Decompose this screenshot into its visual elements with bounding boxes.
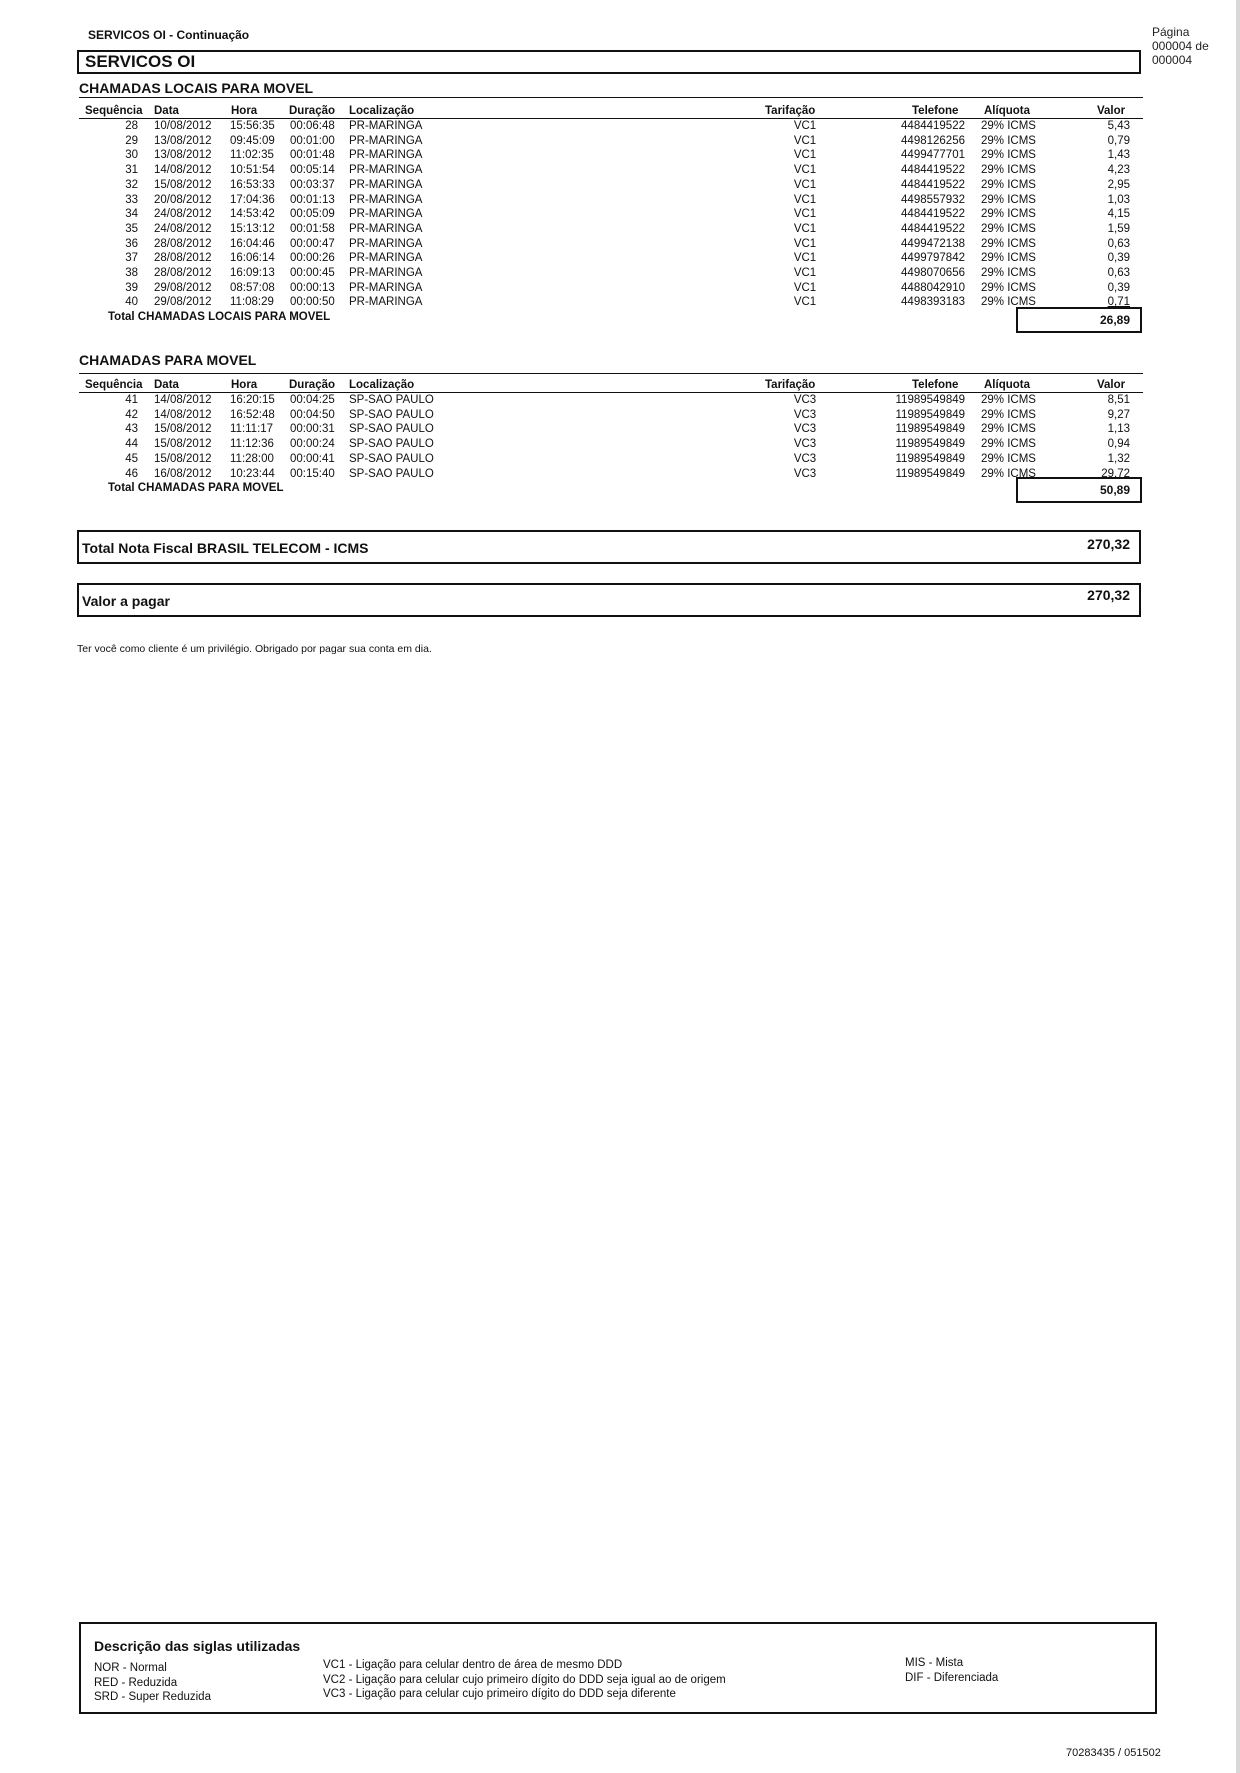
cell-telefone: 4484419522 [901,164,965,177]
cell-hora: 09:45:09 [230,134,275,147]
cell-hora: 14:53:42 [230,208,275,221]
table-row [0,222,1240,237]
col-seq: Sequência [85,379,143,391]
section-title-local: CHAMADAS LOCAIS PARA MOVEL [79,80,314,96]
cell-aliquota: 29% ICMS [981,267,1036,279]
cell-data: 13/08/2012 [154,134,212,147]
legend-title: Descrição das siglas utilizadas [94,1638,301,1654]
col-localizacao: Localização [349,379,415,391]
valor-pagar-box [77,583,1141,617]
table-row [0,148,1240,163]
legend-item: NOR - Normal [94,1662,167,1674]
cell-telefone: 4484419522 [901,208,965,221]
table-row [0,437,1240,452]
cell-duracao: 00:00:31 [290,423,335,436]
cell-tarifacao: VC1 [793,193,817,206]
cell-aliquota: 29% ICMS [981,237,1036,250]
cell-seq: 45 [125,452,138,465]
cell-aliquota: 29% ICMS [981,252,1036,265]
cell-telefone: 4498070656 [901,267,965,279]
col-data: Data [154,105,179,117]
cell-tarifacao: VC3 [793,394,817,406]
cell-telefone: 4499472138 [901,237,965,250]
cell-valor: 0,94 [1107,438,1130,451]
cell-aliquota: 29% ICMS [981,452,1036,465]
cell-data: 28/08/2012 [154,237,212,250]
cell-localizacao: SP-SAO PAULO [349,467,434,480]
table-header-movel [0,379,1240,393]
legend-column-rates [94,1661,211,1705]
cell-telefone: 4484419522 [901,222,965,235]
cell-hora: 08:57:08 [230,281,275,294]
cell-seq: 34 [125,208,138,221]
cell-hora: 16:09:13 [230,267,275,279]
page-current: 000004 [1152,39,1193,53]
cell-hora: 16:20:15 [230,394,275,406]
total-value-local: 26,89 [1016,307,1142,333]
cell-seq: 37 [125,252,138,265]
cell-aliquota: 29% ICMS [981,134,1036,147]
cell-localizacao: PR-MARINGA [349,164,423,177]
col-valor: Valor [1097,379,1126,391]
table-row [0,266,1240,281]
legend-item: SRD - Super Reduzida [94,1691,211,1703]
cell-data: 24/08/2012 [154,222,212,235]
cell-localizacao: PR-MARINGA [349,222,423,235]
continuation-heading: SERVICOS OI - Continuação [88,28,250,42]
cell-data: 16/08/2012 [154,467,212,480]
cell-localizacao: PR-MARINGA [349,149,423,162]
page-of: de [1195,39,1209,53]
cell-valor: 9,27 [1107,408,1130,421]
cell-telefone: 11989549849 [895,408,965,421]
cell-valor: 8,51 [1107,394,1130,406]
cell-valor: 1,13 [1107,423,1130,436]
page-label: Página [1152,25,1190,39]
legend-item: VC2 - Ligação para celular cujo primeiro dígito do DDD seja igual ao de origem [323,1673,726,1686]
cell-duracao: 00:04:50 [290,408,335,421]
cell-data: 29/08/2012 [154,281,212,294]
page-total: 000004 [1152,53,1193,67]
table-body-movel [0,393,1240,481]
cell-valor: 0,63 [1107,237,1130,250]
cell-tarifacao: VC1 [793,296,817,309]
cell-duracao: 00:05:14 [290,164,335,177]
cell-localizacao: PR-MARINGA [349,178,423,191]
cell-hora: 11:11:17 [230,423,274,436]
cell-aliquota: 29% ICMS [981,423,1036,436]
cell-hora: 11:12:36 [230,438,274,451]
legend-column-tariffs [323,1658,726,1702]
cell-localizacao: PR-MARINGA [349,120,423,132]
table-row [0,178,1240,193]
cell-duracao: 00:04:25 [290,394,335,406]
cell-localizacao: SP-SAO PAULO [349,423,434,436]
cell-valor: 4,23 [1107,164,1130,177]
col-duracao: Duração [289,379,336,391]
cell-valor: 1,59 [1107,222,1130,235]
cell-duracao: 00:00:13 [290,281,335,294]
scan-edge [1236,0,1240,1773]
cell-hora: 11:28:00 [230,452,274,465]
cell-seq: 42 [125,408,138,421]
cell-localizacao: PR-MARINGA [349,296,423,309]
cell-telefone: 4499797842 [901,252,965,265]
cell-duracao: 00:00:24 [290,438,335,451]
cell-hora: 15:13:12 [230,222,275,235]
total-value-movel: 50,89 [1016,477,1142,503]
cell-duracao: 00:00:50 [290,296,335,309]
cell-seq: 39 [125,281,138,294]
total-label-local: Total CHAMADAS LOCAIS PARA MOVEL [108,311,331,323]
main-title-box [77,50,1141,74]
cell-data: 24/08/2012 [154,208,212,221]
cell-aliquota: 29% ICMS [981,120,1036,132]
valor-pagar-value: 270,32 [1087,587,1130,603]
legend-item: RED - Reduzida [94,1676,178,1689]
cell-hora: 10:51:54 [230,164,275,177]
col-telefone: Telefone [912,105,959,117]
section-divider [79,97,1143,98]
cell-tarifacao: VC1 [793,267,817,279]
cell-data: 20/08/2012 [154,193,212,206]
section-divider [79,373,1143,374]
cell-hora: 15:56:35 [230,120,275,132]
cell-aliquota: 29% ICMS [981,222,1036,235]
cell-tarifacao: VC3 [793,452,817,465]
cell-localizacao: PR-MARINGA [349,252,423,265]
cell-aliquota: 29% ICMS [981,149,1036,162]
table-header-local [0,105,1240,119]
cell-tarifacao: VC1 [793,281,817,294]
legend-item: VC3 - Ligação para celular cujo primeiro dígito do DDD seja diferente [323,1688,676,1700]
col-localizacao: Localização [349,105,415,117]
cell-telefone: 11989549849 [895,438,965,451]
cell-seq: 33 [125,193,138,206]
cell-localizacao: SP-SAO PAULO [349,394,434,406]
cell-telefone: 4484419522 [901,178,965,191]
cell-hora: 16:06:14 [230,252,275,265]
cell-seq: 28 [125,120,138,132]
col-hora: Hora [231,379,258,391]
table-body-local [0,119,1240,310]
table-row [0,281,1240,296]
cell-hora: 16:53:33 [230,178,275,191]
cell-tarifacao: VC3 [793,423,817,436]
cell-valor: 2,95 [1107,178,1130,191]
col-data: Data [154,379,179,391]
cell-localizacao: PR-MARINGA [349,281,423,294]
cell-aliquota: 29% ICMS [981,193,1036,206]
legend-column-other [905,1656,998,1685]
cell-aliquota: 29% ICMS [981,394,1036,406]
cell-localizacao: SP-SAO PAULO [349,452,434,465]
cell-data: 14/08/2012 [154,408,212,421]
cell-telefone: 11989549849 [895,452,965,465]
cell-seq: 35 [125,222,138,235]
cell-duracao: 00:00:26 [290,252,335,265]
cell-aliquota: 29% ICMS [981,208,1036,221]
cell-hora: 16:52:48 [230,408,275,421]
cell-seq: 31 [125,164,138,177]
cell-data: 15/08/2012 [154,438,212,451]
cell-aliquota: 29% ICMS [981,178,1036,191]
cell-aliquota: 29% ICMS [981,467,1036,480]
cell-hora: 17:04:36 [230,193,275,206]
cell-localizacao: PR-MARINGA [349,134,423,147]
cell-valor: 1,43 [1107,149,1130,162]
cell-valor: 5,43 [1107,120,1130,132]
cell-tarifacao: VC1 [793,178,817,191]
cell-data: 28/08/2012 [154,267,212,279]
cell-tarifacao: VC1 [793,208,817,221]
thanks-message: Ter você como cliente é um privilégio. Obrigado por pagar sua conta em dia. [77,643,432,655]
cell-data: 15/08/2012 [154,452,212,465]
cell-duracao: 00:06:48 [290,120,335,132]
legend-item: DIF - Diferenciada [905,1671,999,1684]
cell-hora: 11:08:29 [230,296,274,309]
cell-localizacao: PR-MARINGA [349,267,423,279]
cell-seq: 36 [125,237,138,250]
table-row [0,393,1240,408]
table-row [0,422,1240,437]
document-code: 70283435 / 051502 [1066,1747,1161,1759]
cell-aliquota: 29% ICMS [981,281,1036,294]
cell-valor: 0,71 [1107,296,1130,309]
cell-seq: 44 [125,438,138,451]
cell-localizacao: PR-MARINGA [349,193,423,206]
table-row [0,119,1240,134]
cell-aliquota: 29% ICMS [981,164,1036,177]
cell-data: 13/08/2012 [154,149,212,162]
col-duracao: Duração [289,105,336,117]
cell-valor: 1,03 [1107,193,1130,206]
cell-telefone: 4499477701 [901,149,965,162]
col-tarifacao: Tarifação [765,105,816,117]
col-hora: Hora [231,105,258,117]
cell-localizacao: SP-SAO PAULO [349,408,434,421]
cell-duracao: 00:00:41 [290,452,335,465]
cell-aliquota: 29% ICMS [981,296,1036,309]
cell-data: 29/08/2012 [154,296,212,309]
cell-valor: 0,39 [1107,281,1130,294]
cell-valor: 1,32 [1107,452,1130,465]
nota-fiscal-label: Total Nota Fiscal BRASIL TELECOM - ICMS [82,540,369,556]
cell-telefone: 11989549849 [895,394,965,406]
col-aliquota: Alíquota [984,379,1030,391]
cell-telefone: 4484419522 [901,120,965,132]
table-row [0,237,1240,252]
cell-hora: 16:04:46 [230,237,275,250]
table-row [0,163,1240,178]
cell-valor: 0,39 [1107,252,1130,265]
cell-seq: 30 [125,149,138,162]
cell-telefone: 4498393183 [901,296,965,309]
table-row [0,408,1240,423]
cell-tarifacao: VC1 [793,149,817,162]
cell-duracao: 00:00:45 [290,267,335,279]
cell-tarifacao: VC3 [793,408,817,421]
cell-data: 15/08/2012 [154,178,212,191]
cell-seq: 32 [125,178,138,191]
cell-tarifacao: VC1 [793,222,817,235]
cell-valor: 29,72 [1101,467,1130,480]
col-tarifacao: Tarifação [765,379,816,391]
cell-tarifacao: VC3 [793,438,817,451]
total-label-movel: Total CHAMADAS PARA MOVEL [108,482,284,494]
cell-tarifacao: VC1 [793,164,817,177]
cell-valor: 0,79 [1107,134,1130,147]
cell-duracao: 00:15:40 [290,467,335,480]
cell-seq: 46 [125,467,138,480]
table-row [0,193,1240,208]
cell-data: 28/08/2012 [154,252,212,265]
cell-valor: 0,63 [1107,267,1130,279]
cell-aliquota: 29% ICMS [981,408,1036,421]
cell-data: 14/08/2012 [154,394,212,406]
cell-localizacao: SP-SAO PAULO [349,438,434,451]
cell-duracao: 00:01:00 [290,134,335,147]
cell-duracao: 00:01:13 [290,193,335,206]
valor-pagar-label: Valor a pagar [82,593,170,609]
cell-tarifacao: VC1 [793,120,817,132]
cell-duracao: 00:01:58 [290,222,335,235]
table-row [0,452,1240,467]
page-title: SERVICOS OI [85,52,196,71]
cell-duracao: 00:01:48 [290,149,335,162]
cell-data: 10/08/2012 [154,120,212,132]
cell-duracao: 00:05:09 [290,208,335,221]
cell-seq: 40 [125,296,138,309]
table-row [0,134,1240,149]
section-title-movel: CHAMADAS PARA MOVEL [79,352,257,368]
cell-telefone: 4488042910 [901,281,965,294]
cell-telefone: 4498557932 [901,193,965,206]
cell-tarifacao: VC1 [793,134,817,147]
cell-seq: 43 [125,423,138,436]
cell-localizacao: PR-MARINGA [349,208,423,221]
cell-tarifacao: VC1 [793,252,817,265]
cell-data: 14/08/2012 [154,164,212,177]
cell-valor: 4,15 [1107,208,1130,221]
cell-duracao: 00:03:37 [290,178,335,191]
table-row [0,207,1240,222]
cell-seq: 41 [125,394,138,406]
cell-hora: 11:02:35 [230,149,274,162]
cell-tarifacao: VC1 [793,237,817,250]
legend-item: MIS - Mista [905,1657,964,1669]
col-aliquota: Alíquota [984,105,1030,117]
cell-telefone: 11989549849 [895,467,965,480]
cell-seq: 38 [125,267,138,279]
cell-tarifacao: VC3 [793,467,817,480]
cell-duracao: 00:00:47 [290,237,335,250]
col-valor: Valor [1097,105,1126,117]
cell-seq: 29 [125,134,138,147]
table-row [0,251,1240,266]
cell-aliquota: 29% ICMS [981,438,1036,451]
nota-fiscal-value: 270,32 [1087,536,1130,552]
col-seq: Sequência [85,105,143,117]
col-telefone: Telefone [912,379,959,391]
cell-telefone: 4498126256 [901,134,965,147]
cell-hora: 10:23:44 [230,467,275,480]
cell-telefone: 11989549849 [895,423,965,436]
cell-localizacao: PR-MARINGA [349,237,423,250]
legend-item: VC1 - Ligação para celular dentro de área de mesmo DDD [323,1659,623,1671]
cell-data: 15/08/2012 [154,423,212,436]
page-indicator [1152,25,1209,67]
